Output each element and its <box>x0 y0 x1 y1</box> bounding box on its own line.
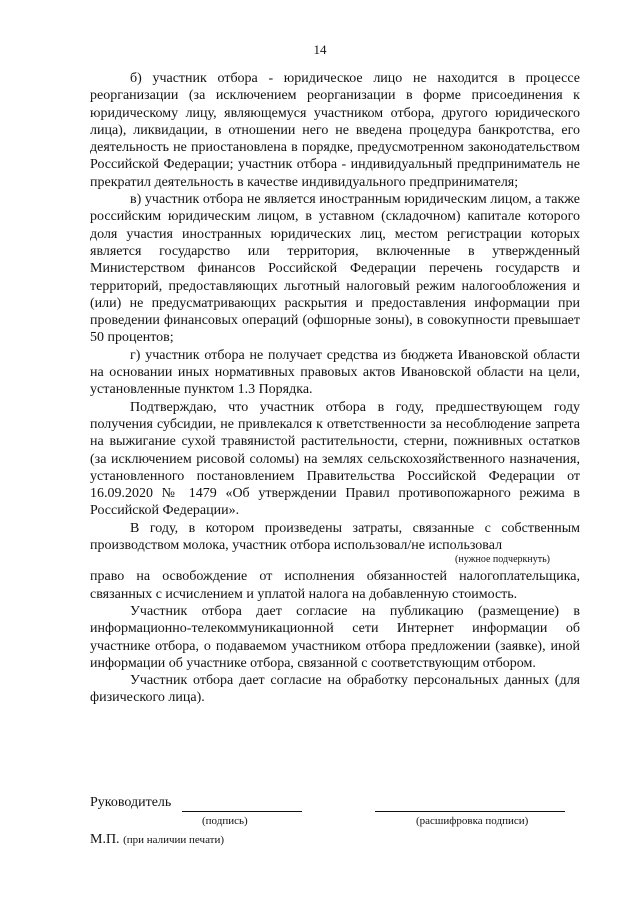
page-number: 14 <box>313 42 327 57</box>
paragraph-consent-personal: Участник отбора дает согласие на обработку персональных данных (для физического лица). <box>90 673 580 706</box>
stamp-note: (при наличии печати) <box>123 834 225 846</box>
paragraph-g: г) участник отбора не получает средства из бюджета Ивановской области на основании иных нормативных правовых актов Ивановской области на цели, установленные пунктом 1.3 Порядка. <box>90 347 580 398</box>
paragraph-v: в) участник отбора не является иностранным юридическим лицом, а также российским юридическим лицом, в уставном (складочном) капитале которого доля участия иностранных юридических лиц, местом регистрации которых является государство или территория, включенные в утвержденный Министерством финансов Российской Федерации перечень государств и территорий, предоставляющих льготный налоговый режим налогообложения и (или) не предусматривающих раскрытия и предоставления информации при проведении финансовых операций (офшорные зоны), в совокупности превышает 50 процентов; <box>90 192 580 346</box>
stamp-row <box>90 832 580 848</box>
signature-caption: (подпись) <box>202 815 248 827</box>
document-body <box>90 70 580 707</box>
signature-decode-line <box>375 811 565 812</box>
signature-decode-caption: (расшифровка подписи) <box>416 815 529 827</box>
paragraph-b: б) участник отбора - юридическое лицо не находится в процессе реорганизации (за исключением реорганизации в форме присоединения к юридическому лицу, являющемуся участником отбора, другого юридического лица), ликвидации, в отношении него не введена процедура банкротства, его деятельность не приостановлена в порядке, предусмотренном законодательством Российской Федерации; участник отбора - индивидуальный предприниматель не прекратил деятельность в качестве индивидуального предпринимателя; <box>90 71 580 190</box>
signature-row <box>90 795 580 815</box>
paragraph-consent-publish: Участник отбора дает согласие на публикацию (размещение) в информационно-телекоммуникационной сети Интернет информации об участнике отбора, о подаваемом участником отбора предложении (заявке), иной информации об участнике отбора, связанной с соответствующим отбором. <box>90 603 580 671</box>
paragraph-year-part2: право на освобождение от исполнения обязанностей налогоплательщика, связанных с исчислением и уплатой налога на добавленную стоимость. <box>90 569 580 602</box>
paragraph-confirm: Подтверждаю, что участник отбора в году, предшествующем году получения субсидии, не привлекался к ответственности за несоблюдение запрета на выжигание сухой травянистой растительности, стерни, пожнивных остатков (за исключением рисовой соломы) на землях сельскохозяйственного назначения, установленного постановлением Правительства Российской Федерации от 16.09.2020 № 1479 «Об утверждении Правил противопожарного режима в Российской Федерации». <box>90 399 580 519</box>
paragraph-year-part1: В году, в котором произведены затраты, связанные с собственным производством молока, участник отбора использовал/не использовал <box>90 520 580 554</box>
underline-hint: (нужное подчеркнуть) <box>455 554 550 566</box>
head-label: Руководитель <box>90 795 172 810</box>
signature-line <box>182 811 302 812</box>
stamp-label: М.П. <box>90 832 120 847</box>
signature-captions <box>90 815 580 829</box>
